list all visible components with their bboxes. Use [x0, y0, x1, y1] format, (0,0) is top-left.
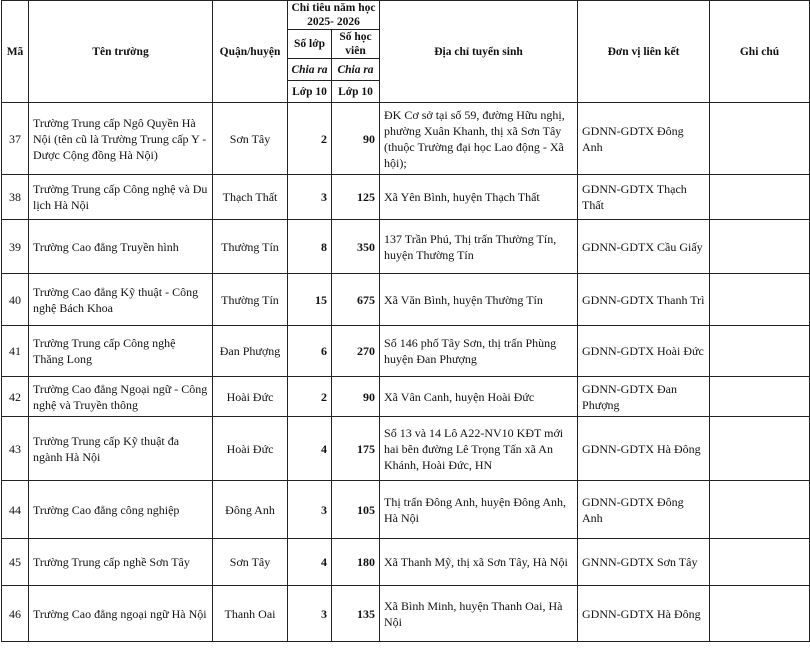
row-ghi-chu	[710, 220, 810, 274]
row-dia-chi: Số 13 và 14 Lô A22-NV10 KĐT mới hai bên đường Lê Trọng Tấn xã An Khánh, Hoài Đức, HN	[380, 417, 578, 481]
row-dia-chi: ĐK Cơ sở tại số 59, đường Hữu nghị, phường Xuân Khanh, thị xã Sơn Tây (thuộc Trường đại học Lao động - Xã hội);	[380, 103, 578, 175]
row-don-vi: GDNN-GDTX Hà Đông	[578, 586, 710, 642]
row-quan-huyen: Thạch Thất	[213, 175, 288, 220]
row-ten-truong: Trường Cao đẳng Ngoại ngữ - Công nghệ và Truyền thông	[29, 377, 213, 417]
table-row	[2, 417, 810, 481]
row-don-vi: GDNN-GDTX Thạch Thất	[578, 175, 710, 220]
header-ma: Mã	[2, 1, 29, 103]
row-so-lop: 8	[288, 220, 332, 274]
row-ma: 43	[2, 417, 29, 481]
row-don-vi: GDNN-GDTX Hoài Đức	[578, 326, 710, 377]
header-so-lop: Số lớp	[288, 30, 332, 59]
table-row	[2, 220, 810, 274]
row-ghi-chu	[710, 377, 810, 417]
header-dia-chi: Địa chỉ tuyển sinh	[380, 1, 578, 103]
row-so-hoc-vien: 180	[332, 539, 380, 586]
row-ten-truong: Trường Cao đẳng Kỹ thuật - Công nghệ Bách Khoa	[29, 274, 213, 326]
header-so-hoc-vien: Số học viên	[332, 30, 380, 59]
row-quan-huyen: Thường Tín	[213, 220, 288, 274]
table-row	[2, 539, 810, 586]
row-don-vi: GDNN-GDTX Cầu Giấy	[578, 220, 710, 274]
header-lop10-hv: Lớp 10	[332, 81, 380, 103]
row-ten-truong: Trường Trung cấp Kỹ thuật đa ngành Hà Nội	[29, 417, 213, 481]
row-don-vi: GDNN-GDTX Đông Anh	[578, 103, 710, 175]
table-row	[2, 274, 810, 326]
row-ten-truong: Trường Cao đẳng ngoại ngữ Hà Nội	[29, 586, 213, 642]
row-dia-chi: Xã Thanh Mỹ, thị xã Sơn Tây, Hà Nội	[380, 539, 578, 586]
row-ghi-chu	[710, 417, 810, 481]
row-quan-huyen: Sơn Tây	[213, 103, 288, 175]
row-so-hoc-vien: 125	[332, 175, 380, 220]
header-lop10-lop: Lớp 10	[288, 81, 332, 103]
header-chia-ra-hv: Chia ra	[332, 59, 380, 81]
row-so-hoc-vien: 175	[332, 417, 380, 481]
header-chi-tieu: Chỉ tiêu năm học 2025- 2026	[288, 1, 380, 30]
row-dia-chi: Xã Bình Minh, huyện Thanh Oai, Hà Nội	[380, 586, 578, 642]
row-don-vi: GDNN-GDTX Thanh Trì	[578, 274, 710, 326]
row-quan-huyen: Thanh Oai	[213, 586, 288, 642]
row-quan-huyen: Đan Phượng	[213, 326, 288, 377]
row-ten-truong: Trường Cao đẳng Truyền hình	[29, 220, 213, 274]
row-so-lop: 4	[288, 539, 332, 586]
admissions-table	[1, 0, 810, 642]
row-don-vi: GDNN-GDTX Đông Anh	[578, 481, 710, 539]
row-ma: 39	[2, 220, 29, 274]
header-don-vi: Đơn vị liên kết	[578, 1, 710, 103]
row-ten-truong: Trường Trung cấp Công nghệ và Du lịch Hà Nội	[29, 175, 213, 220]
row-ma: 46	[2, 586, 29, 642]
row-ten-truong: Trường Trung cấp Ngô Quyền Hà Nội (tên cũ là Trường Trung cấp Y - Dược Cộng đồng Hà Nội)	[29, 103, 213, 175]
row-ten-truong: Trường Trung cấp Công nghệ Thăng Long	[29, 326, 213, 377]
table-row	[2, 175, 810, 220]
table-row	[2, 377, 810, 417]
table-row	[2, 103, 810, 175]
row-ma: 40	[2, 274, 29, 326]
row-so-hoc-vien: 135	[332, 586, 380, 642]
row-ten-truong: Trường Trung cấp nghề Sơn Tây	[29, 539, 213, 586]
row-so-hoc-vien: 105	[332, 481, 380, 539]
row-ma: 37	[2, 103, 29, 175]
row-so-lop: 2	[288, 377, 332, 417]
row-quan-huyen: Đông Anh	[213, 481, 288, 539]
row-ten-truong: Trường Cao đẳng công nghiệp	[29, 481, 213, 539]
header-ghi-chu: Ghi chú	[710, 1, 810, 103]
row-ma: 44	[2, 481, 29, 539]
row-so-hoc-vien: 90	[332, 103, 380, 175]
header-ten-truong: Tên trường	[29, 1, 213, 103]
row-dia-chi: Xã Vân Canh, huyện Hoài Đức	[380, 377, 578, 417]
row-ghi-chu	[710, 481, 810, 539]
row-ghi-chu	[710, 274, 810, 326]
row-ghi-chu	[710, 103, 810, 175]
row-so-hoc-vien: 270	[332, 326, 380, 377]
row-ma: 45	[2, 539, 29, 586]
header-chia-ra-lop: Chia ra	[288, 59, 332, 81]
row-ma: 42	[2, 377, 29, 417]
row-quan-huyen: Thường Tín	[213, 274, 288, 326]
row-dia-chi: 137 Trần Phú, Thị trấn Thường Tín, huyện Thường Tín	[380, 220, 578, 274]
table-row	[2, 326, 810, 377]
row-ghi-chu	[710, 586, 810, 642]
row-so-hoc-vien: 350	[332, 220, 380, 274]
row-ghi-chu	[710, 175, 810, 220]
row-quan-huyen: Sơn Tây	[213, 539, 288, 586]
row-so-lop: 6	[288, 326, 332, 377]
header-quan-huyen: Quận/huyện	[213, 1, 288, 103]
row-ghi-chu	[710, 326, 810, 377]
row-so-lop: 2	[288, 103, 332, 175]
row-ma: 41	[2, 326, 29, 377]
row-so-lop: 3	[288, 481, 332, 539]
row-ghi-chu	[710, 539, 810, 586]
row-don-vi: GDNN-GDTX Hà Đông	[578, 417, 710, 481]
row-so-lop: 3	[288, 175, 332, 220]
row-ma: 38	[2, 175, 29, 220]
row-so-lop: 4	[288, 417, 332, 481]
row-don-vi: GDNN-GDTX Đan Phượng	[578, 377, 710, 417]
row-dia-chi: Xã Yên Bình, huyện Thạch Thất	[380, 175, 578, 220]
table-row	[2, 586, 810, 642]
row-dia-chi: Thị trấn Đông Anh, huyện Đông Anh, Hà Nội	[380, 481, 578, 539]
row-so-lop: 3	[288, 586, 332, 642]
row-so-hoc-vien: 675	[332, 274, 380, 326]
row-dia-chi: Xã Văn Bình, huyện Thường Tín	[380, 274, 578, 326]
row-so-hoc-vien: 90	[332, 377, 380, 417]
row-quan-huyen: Hoài Đức	[213, 377, 288, 417]
row-quan-huyen: Hoài Đức	[213, 417, 288, 481]
row-don-vi: GNNN-GDTX Sơn Tây	[578, 539, 710, 586]
row-dia-chi: Số 146 phố Tây Sơn, thị trấn Phùng huyện Đan Phượng	[380, 326, 578, 377]
table-row	[2, 481, 810, 539]
row-so-lop: 15	[288, 274, 332, 326]
